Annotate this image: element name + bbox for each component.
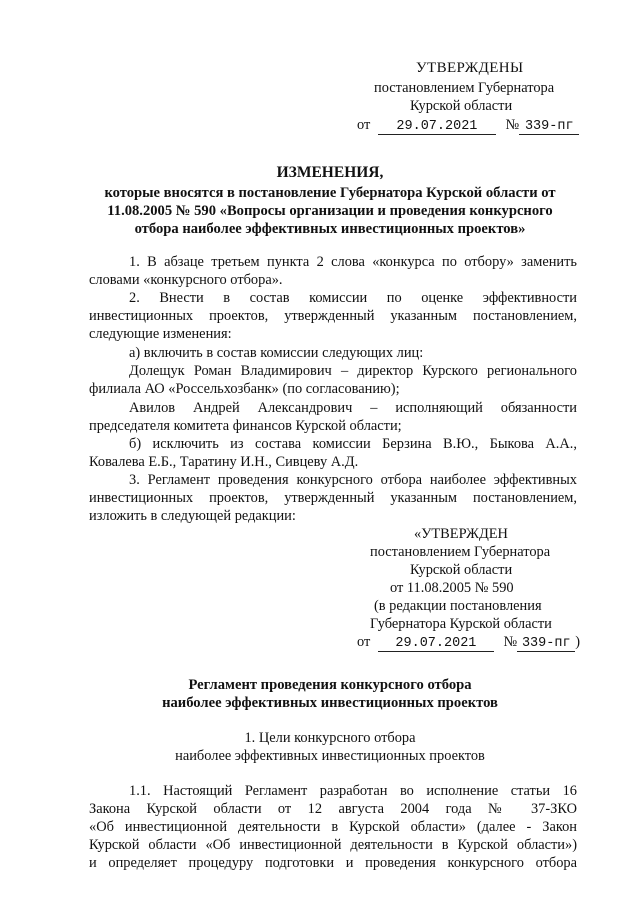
- p2-line3: следующие изменения:: [89, 326, 232, 342]
- approval-line2: Курской области: [410, 98, 513, 114]
- p1-line2: словами «конкурсного отбора».: [89, 272, 283, 288]
- p2-line2: инвестиционных проектов, утвержденный указанным постановлением,: [89, 308, 577, 324]
- approval-num-sign: №: [505, 117, 520, 133]
- approval-number: 339-пг: [519, 119, 579, 135]
- approval2-from-label: от: [357, 634, 371, 650]
- p2a-person1-line2: филиала АО «Россельхозбанк» (по согласованию);: [89, 381, 400, 397]
- approval2-num-sign: №: [503, 634, 518, 650]
- approval2-line1: постановлением Губернатора: [370, 544, 551, 560]
- p2a-person2-line2: председателя комитета финансов Курской области;: [89, 418, 402, 434]
- approval-date-line: [357, 117, 579, 135]
- approval2-line5: Губернатора Курской области: [370, 616, 552, 632]
- approval-line1: постановлением Губернатора: [374, 80, 555, 96]
- s11-line2: Закона Курской области от 12 августа 2004 года № 37-ЗКО: [89, 801, 577, 817]
- p2a-person2-line1: Авилов Андрей Александрович – исполняющий обязанности: [129, 400, 577, 416]
- changes-subtitle-line1: которые вносятся в постановление Губернатора Курской области от: [104, 185, 556, 201]
- p2a: а) включить в состав комиссии следующих лиц:: [129, 345, 424, 361]
- approval-heading: УТВЕРЖДЕНЫ: [416, 60, 524, 76]
- changes-subtitle-line2: 11.08.2005 № 590 «Вопросы организации и проведения конкурсного: [107, 203, 553, 219]
- p2b-line2: Ковалева Е.Б., Таратину И.Н., Сивцеву А.Д.: [89, 454, 359, 470]
- approval2-heading: «УТВЕРЖДЕН: [414, 526, 508, 542]
- approval2-date: 29.07.2021: [378, 636, 494, 652]
- section1-heading-line2: наиболее эффективных инвестиционных проектов: [175, 748, 485, 764]
- approval2-line2: Курской области: [410, 562, 513, 578]
- p3-line1: 3. Регламент проведения конкурсного отбора наиболее эффективных: [129, 472, 577, 488]
- p2-line1: 2. Внести в состав комиссии по оценке эффективности: [129, 290, 577, 306]
- p3-line3: изложить в следующей редакции:: [89, 508, 296, 524]
- regulation-title-line1: Регламент проведения конкурсного отбора: [188, 677, 472, 693]
- approval2-line3: от 11.08.2005 № 590: [390, 580, 514, 596]
- s11-line3: «Об инвестиционной деятельности в Курской области» (далее - Закон: [89, 819, 577, 835]
- approval2-number: 339-пг: [517, 636, 575, 652]
- approval-from-label: от: [357, 117, 371, 133]
- approval2-close: ): [575, 634, 581, 650]
- regulation-title-line2: наиболее эффективных инвестиционных проектов: [162, 695, 498, 711]
- approval-date: 29.07.2021: [378, 119, 496, 135]
- changes-subtitle-line3: отбора наиболее эффективных инвестиционных проектов»: [134, 221, 526, 237]
- s11-line5: и определяет процедуру подготовки и проведения конкурсного отбора: [89, 855, 577, 871]
- approval2-line4: (в редакции постановления: [374, 598, 542, 614]
- section1-heading-line1: 1. Цели конкурсного отбора: [244, 730, 416, 746]
- p1-line1: 1. В абзаце третьем пункта 2 слова «конкурса по отбору» заменить: [129, 254, 577, 270]
- p2b-line1: б) исключить из состава комиссии Берзина В.Ю., Быкова А.А.,: [129, 436, 577, 452]
- s11-line4: Курской области «Об инвестиционной деятельности в Курской области»): [89, 837, 577, 853]
- approval2-date-line: [357, 634, 580, 652]
- p3-line2: инвестиционных проектов, утвержденный указанным постановлением,: [89, 490, 577, 506]
- s11-line1: 1.1. Настоящий Регламент разработан во исполнение статьи 16: [129, 783, 577, 799]
- p2a-person1-line1: Долещук Роман Владимирович – директор Курского регионального: [129, 363, 577, 379]
- changes-title: ИЗМЕНЕНИЯ,: [276, 164, 384, 181]
